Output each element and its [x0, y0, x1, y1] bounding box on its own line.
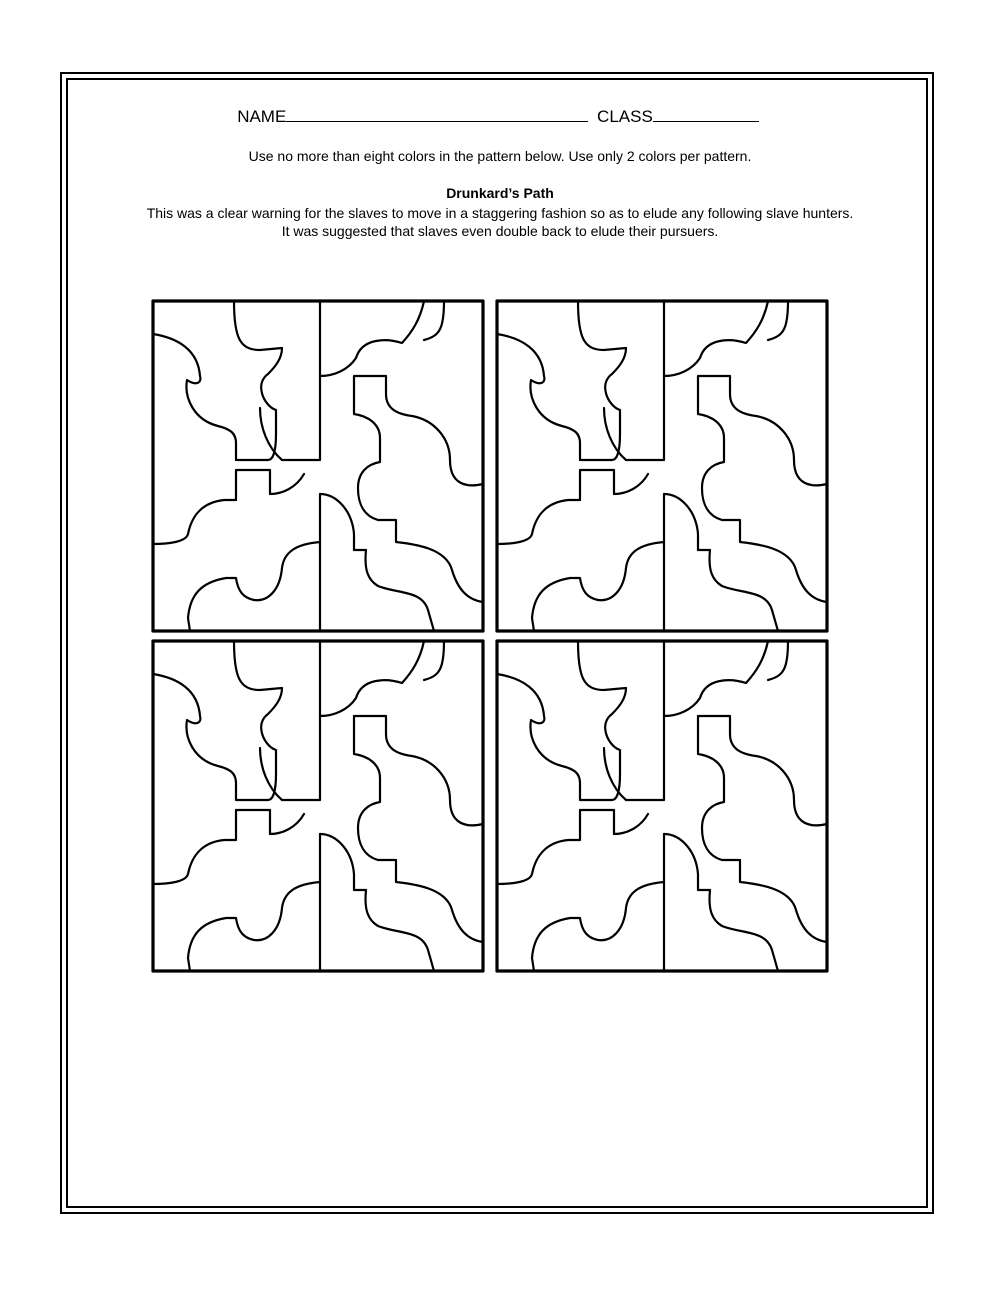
drunkards-path-outline — [494, 638, 830, 974]
quilt-block[interactable] — [150, 638, 486, 974]
name-class-line — [0, 105, 1000, 127]
class-blank[interactable] — [653, 105, 759, 122]
description-line-1: This was a clear warning for the slaves to move in a staggering fashion so as to elude any following slave hunters. — [146, 205, 854, 221]
coloring-instructions: Use no more than eight colors in the pattern below. Use only 2 colors per pattern. — [248, 148, 752, 164]
pattern-description — [0, 204, 1000, 240]
drunkards-path-outline — [494, 298, 830, 634]
quilt-blocks-grid — [150, 298, 834, 978]
name-blank[interactable] — [286, 105, 588, 122]
quilt-block[interactable] — [150, 298, 486, 634]
description-line-2: It was suggested that slaves even double back to elude their pursuers. — [281, 223, 719, 239]
drunkards-path-outline — [150, 298, 486, 634]
quilt-block[interactable] — [494, 638, 830, 974]
pattern-title: Drunkard’s Path — [446, 185, 554, 201]
class-label: CLASS — [597, 107, 653, 126]
drunkards-path-outline — [150, 638, 486, 974]
name-label: NAME — [237, 107, 287, 126]
quilt-block[interactable] — [494, 298, 830, 634]
